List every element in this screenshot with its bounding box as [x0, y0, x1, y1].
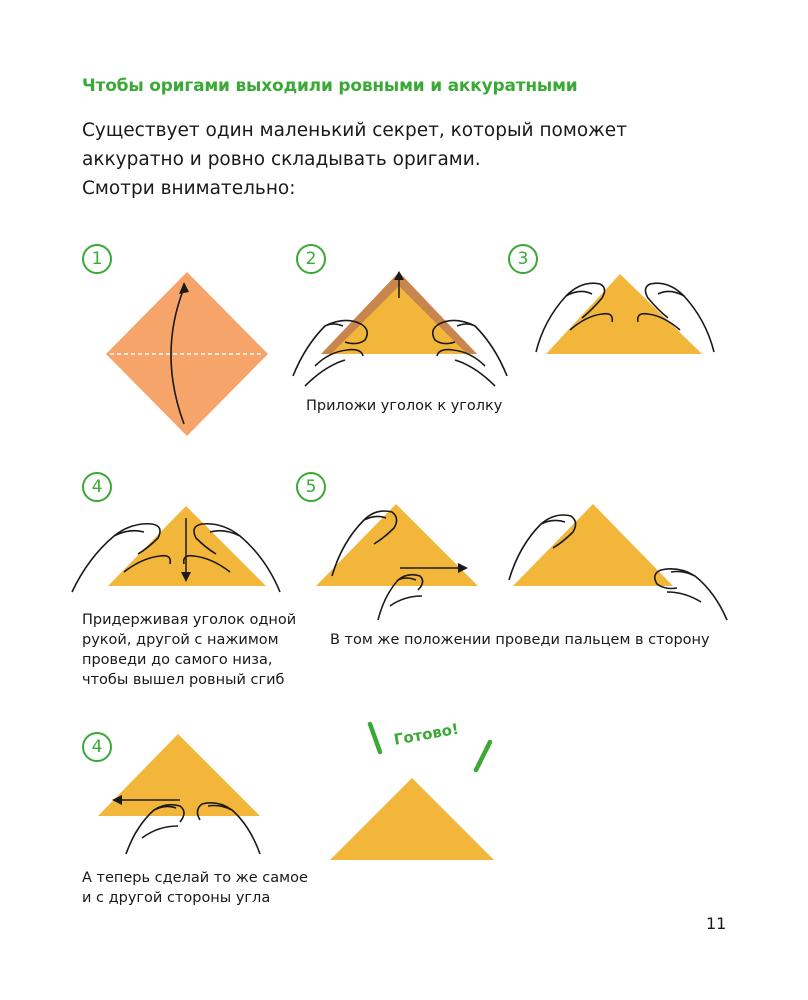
done-label: Готово! — [392, 719, 461, 749]
step2-caption: Приложи уголок к уголку — [306, 398, 503, 414]
step2-fold-illustration — [285, 266, 515, 396]
step1-diamond-illustration — [100, 268, 275, 443]
step-number-3: 3 — [508, 244, 538, 274]
intro-text — [82, 116, 642, 203]
intro-line: аккуратно и ровно складывать оригами. — [82, 149, 481, 170]
step-number-5: 5 — [296, 472, 326, 502]
finished-triangle-illustration — [326, 776, 496, 864]
step5-caption: В том же положении проведи пальцем в сторону — [330, 632, 710, 648]
intro-line: Смотри внимательно: — [82, 178, 296, 199]
step5-swipe-illustration-b — [505, 496, 735, 626]
section-heading: Чтобы оригами выходили ровными и аккуратными — [82, 76, 578, 96]
step5-swipe-illustration-a — [312, 496, 492, 626]
step3-triangle-illustration — [530, 268, 720, 368]
intro-line: Существует один маленький секрет, который поможет — [82, 120, 627, 141]
step4b-caption: А теперь сделай то же самое и с другой стороны угла — [82, 870, 308, 906]
step4-caption: Придерживая уголок одной рукой, другой с нажимом проведи до самого низа, чтобы вышел ровный сгиб — [82, 612, 297, 688]
step-number-4: 4 — [82, 472, 112, 502]
step4-press-illustration — [68, 500, 288, 610]
step4b-swipe-illustration — [96, 730, 276, 860]
step-number-2: 2 — [296, 244, 326, 274]
step-number-1: 1 — [82, 244, 112, 274]
page-number: 11 — [706, 914, 727, 933]
step-number-4-repeat: 4 — [82, 732, 112, 762]
